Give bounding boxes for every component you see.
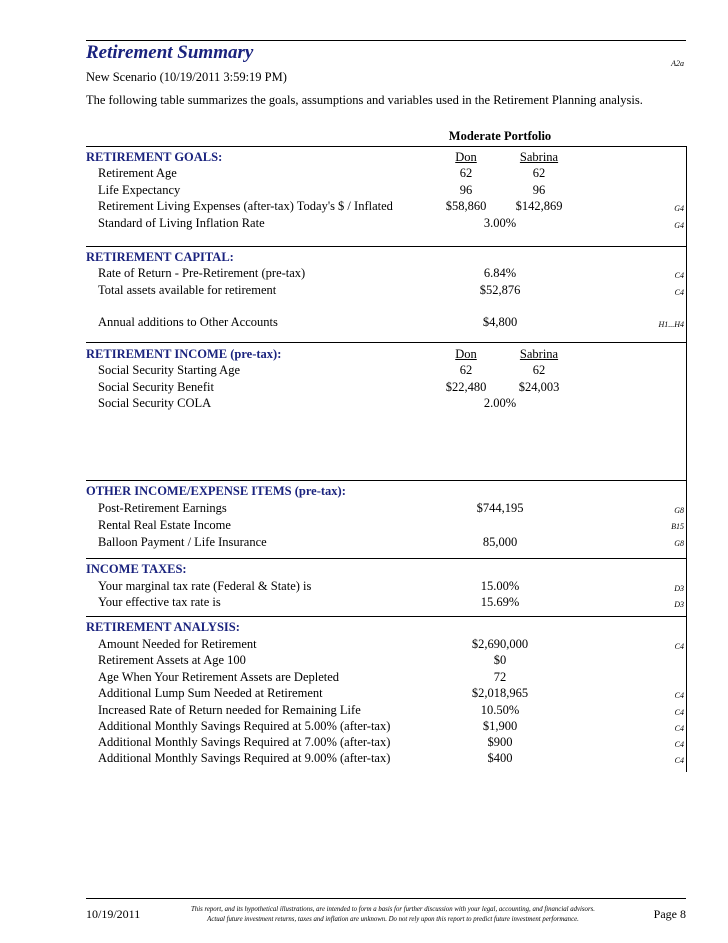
goals-col-don: Don	[455, 150, 477, 164]
capital-row-value: $52,876	[479, 283, 521, 297]
income-row-value-don: 62	[459, 363, 473, 377]
other-rule	[86, 480, 686, 481]
analysis-row-ref: C4	[674, 642, 684, 651]
page-title: Retirement Summary	[86, 42, 254, 63]
goals-rule	[86, 146, 686, 147]
income-rule	[86, 342, 686, 343]
analysis-row-label: Additional Monthly Savings Required at 7.00% (after-tax)	[98, 735, 391, 749]
portfolio-heading: Moderate Portfolio	[448, 129, 552, 143]
income-right-rule	[686, 342, 687, 480]
taxes-heading: INCOME TAXES:	[86, 562, 187, 576]
capital-row-value: $4,800	[482, 315, 518, 329]
analysis-row-value: 72	[493, 670, 507, 684]
analysis-row-value: $400	[487, 751, 513, 765]
other-row-label: Balloon Payment / Life Insurance	[98, 535, 267, 549]
page-number: Page 8	[653, 907, 686, 921]
capital-row-label: Total assets available for retirement	[98, 283, 277, 297]
taxes-row-label: Your marginal tax rate (Federal & State) is	[98, 579, 312, 593]
capital-row-ref: H1...H4	[658, 320, 684, 329]
goals-row-label: Retirement Living Expenses (after-tax) Today's $ / Inflated	[98, 199, 393, 213]
analysis-row-ref: C4	[674, 691, 684, 700]
income-row-value-sabrina: $24,003	[518, 380, 560, 394]
other-row-ref: G8	[674, 539, 684, 548]
other-row-label: Rental Real Estate Income	[98, 518, 231, 532]
income-row-label: Social Security Starting Age	[98, 363, 240, 377]
page-ref-code: A2a	[671, 59, 684, 68]
analysis-row-label: Additional Lump Sum Needed at Retirement	[98, 686, 323, 700]
goals-row-label: Standard of Living Inflation Rate	[98, 216, 265, 230]
income-row-value: 2.00%	[483, 396, 517, 410]
capital-row-value: 6.84%	[483, 266, 517, 280]
taxes-row-ref: D3	[674, 600, 684, 609]
analysis-rule	[86, 616, 686, 617]
income-row-label: Social Security COLA	[98, 396, 212, 410]
taxes-row-label: Your effective tax rate is	[98, 595, 221, 609]
capital-row-ref: C4	[674, 271, 684, 280]
analysis-row-label: Additional Monthly Savings Required at 5.00% (after-tax)	[98, 719, 391, 733]
header-rule	[86, 40, 686, 41]
capital-rule	[86, 246, 686, 247]
goals-right-rule	[686, 146, 687, 246]
footer-date: 10/19/2011	[86, 907, 141, 921]
goals-row-value-don: 96	[459, 183, 473, 197]
disclaimer-line-1: This report, and its hypothetical illustrations, are intended to form a basis for further discussion with your legal, accounting, and financial advisors.	[191, 906, 595, 913]
analysis-row-value: $0	[493, 653, 507, 667]
analysis-row-value: $2,018,965	[471, 686, 529, 700]
analysis-row-label: Amount Needed for Retirement	[98, 637, 257, 651]
taxes-right-rule	[686, 558, 687, 616]
taxes-row-value: 15.69%	[480, 595, 520, 609]
other-row-ref: B15	[671, 522, 684, 531]
goals-col-sabrina: Sabrina	[519, 150, 559, 164]
analysis-heading: RETIREMENT ANALYSIS:	[86, 620, 240, 634]
other-heading: OTHER INCOME/EXPENSE ITEMS (pre-tax):	[86, 484, 346, 498]
footer-disclaimer	[168, 905, 618, 925]
income-row-value-don: $22,480	[445, 380, 487, 394]
other-row-label: Post-Retirement Earnings	[98, 501, 227, 515]
goals-row-value-don: $58,860	[445, 199, 487, 213]
intro-text: The following table summarizes the goals, assumptions and variables used in the Retirement Planning analysis.	[86, 93, 643, 107]
capital-heading: RETIREMENT CAPITAL:	[86, 250, 234, 264]
goals-heading: RETIREMENT GOALS:	[86, 150, 223, 164]
capital-row-label: Annual additions to Other Accounts	[98, 315, 278, 329]
goals-row-value-sabrina: $142,869	[515, 199, 563, 213]
analysis-row-ref: C4	[674, 740, 684, 749]
income-col-sabrina: Sabrina	[519, 347, 559, 361]
income-row-label: Social Security Benefit	[98, 380, 214, 394]
analysis-row-label: Increased Rate of Return needed for Remaining Life	[98, 703, 361, 717]
goals-row-ref: G4	[674, 221, 684, 230]
goals-row-value: 3.00%	[483, 216, 517, 230]
income-row-value-sabrina: 62	[532, 363, 546, 377]
analysis-row-ref: C4	[674, 708, 684, 717]
analysis-row-ref: C4	[674, 756, 684, 765]
analysis-row-value: $2,690,000	[471, 637, 529, 651]
scenario-label: New Scenario (10/19/2011 3:59:19 PM)	[86, 70, 287, 84]
taxes-rule	[86, 558, 686, 559]
analysis-row-value: $900	[487, 735, 513, 749]
goals-row-label: Life Expectancy	[98, 183, 181, 197]
analysis-row-label: Additional Monthly Savings Required at 9.00% (after-tax)	[98, 751, 391, 765]
goals-row-value-sabrina: 62	[532, 166, 546, 180]
other-row-value: 85,000	[482, 535, 518, 549]
analysis-row-value: $1,900	[482, 719, 518, 733]
goals-row-label: Retirement Age	[98, 166, 177, 180]
goals-row-ref: G4	[674, 204, 684, 213]
income-col-don: Don	[455, 347, 477, 361]
income-heading: RETIREMENT INCOME (pre-tax):	[86, 347, 282, 361]
analysis-row-label: Retirement Assets at Age 100	[98, 653, 246, 667]
capital-right-rule	[686, 246, 687, 342]
capital-row-ref: C4	[674, 288, 684, 297]
goals-row-value-don: 62	[459, 166, 473, 180]
analysis-right-rule	[686, 616, 687, 772]
analysis-row-ref: C4	[674, 724, 684, 733]
taxes-row-ref: D3	[674, 584, 684, 593]
taxes-row-value: 15.00%	[480, 579, 520, 593]
capital-row-label: Rate of Return - Pre-Retirement (pre-tax)	[98, 266, 306, 280]
goals-row-value-sabrina: 96	[532, 183, 546, 197]
footer-rule	[86, 898, 686, 899]
disclaimer-line-2: Actual future investment returns, taxes and inflation are unknown. Do not rely upon this report to predict future investment performance.	[207, 916, 579, 923]
other-right-rule	[686, 480, 687, 558]
analysis-row-value: 10.50%	[480, 703, 520, 717]
other-row-value: $744,195	[476, 501, 524, 515]
analysis-row-label: Age When Your Retirement Assets are Depleted	[98, 670, 340, 684]
other-row-ref: G8	[674, 506, 684, 515]
